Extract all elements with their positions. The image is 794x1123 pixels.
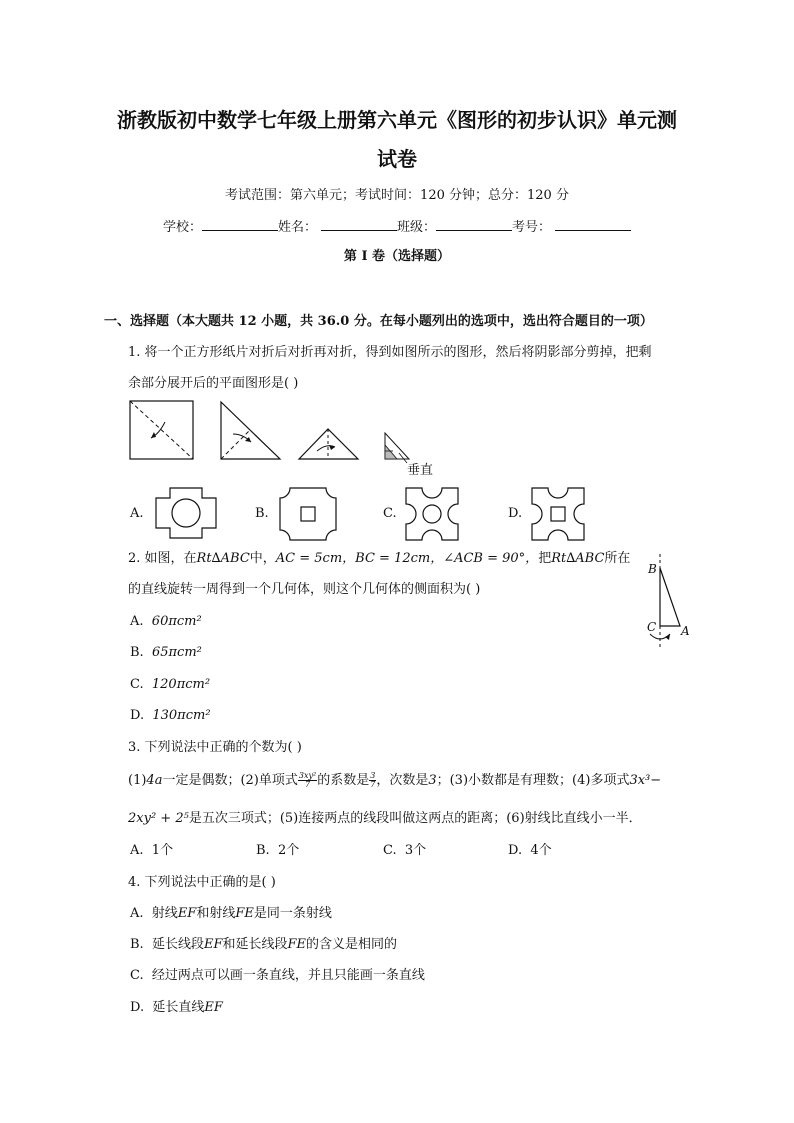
q3-option-d[interactable]: D. 4个 bbox=[508, 843, 552, 858]
class-label: 班级： bbox=[397, 220, 437, 235]
paper-title-line2: 试卷 bbox=[377, 147, 417, 171]
q2-option-d[interactable]: D. 130πcm² bbox=[130, 708, 211, 723]
q1-fold-triangle bbox=[219, 400, 283, 462]
q4-option-d[interactable]: D. 延长直线EF bbox=[130, 1000, 223, 1015]
q3-statement-line2: 2xy² + 2⁵是五次三项式；(5)连接两点的线段叫做这两点的距离；(6)射线比直线小一半． bbox=[128, 811, 642, 826]
q3-option-a[interactable]: A. 1个 bbox=[130, 843, 174, 858]
q4-option-b[interactable]: B. 延长线段EF和延长线段FE的含义是相同的 bbox=[130, 937, 398, 952]
q2-option-c[interactable]: C. 120πcm² bbox=[130, 677, 211, 692]
q1-option-c-letter: C. bbox=[383, 506, 397, 521]
class-blank[interactable] bbox=[436, 218, 512, 231]
paper-title-line1: 浙教版初中数学七年级上册第六单元《图形的初步认识》单元测 bbox=[117, 108, 677, 132]
q3-fraction-coefficient: $\frac{3}{7}$ bbox=[370, 771, 376, 789]
student-fields bbox=[163, 218, 631, 236]
name-blank[interactable] bbox=[321, 218, 397, 231]
q1-cut-triangle bbox=[383, 431, 413, 465]
q2-label-c: C bbox=[647, 620, 657, 634]
q4-option-a[interactable]: A. 射线EF和射线FE是同一条射线 bbox=[130, 906, 332, 921]
q3-fraction-monomial: $\frac{\text{3xy²}}{7}$ bbox=[298, 771, 317, 789]
q1-fold-small-triangle bbox=[297, 425, 361, 461]
q1-stem-line2: 余部分展开后的平面图形是( ) bbox=[128, 376, 299, 391]
q4-stem: 4. 下列说法中正确的是( ) bbox=[128, 875, 276, 890]
q2-stem-line2: 的直线旋转一周得到一个几何体，则这个几何体的侧面积为( ) bbox=[128, 582, 481, 597]
q1-stem-line1: 1. 将一个正方形纸片对折后对折再对折，得到如图所示的图形，然后将阴影部分剪掉，把剩 bbox=[128, 345, 652, 360]
school-blank[interactable] bbox=[202, 218, 278, 231]
q1-option-a-letter: A. bbox=[130, 506, 144, 521]
part1-heading: 一、选择题（本大题共 12 小题，共 36.0 分。在每小题列出的选项中，选出符合题目的一项） bbox=[104, 314, 653, 329]
q3-stem: 3. 下列说法中正确的个数为( ) bbox=[128, 740, 302, 755]
q1-option-c-shape[interactable] bbox=[404, 486, 460, 542]
q1-option-d-shape[interactable] bbox=[530, 486, 586, 542]
school-label: 学校： bbox=[163, 220, 203, 235]
q4-option-c[interactable]: C. 经过两点可以画一条直线，并且只能画一条直线 bbox=[130, 968, 425, 983]
q3-option-b[interactable]: B. 2个 bbox=[256, 843, 300, 858]
name-label: 姓名： bbox=[278, 220, 318, 235]
q2-option-b[interactable]: B. 65πcm² bbox=[130, 645, 202, 660]
q1-option-d-letter: D. bbox=[508, 506, 523, 521]
q2-label-a: A bbox=[681, 624, 690, 638]
number-blank[interactable] bbox=[555, 218, 631, 231]
exam-info: 考试范围：第六单元；考试时间：120 分钟；总分：120 分 bbox=[225, 188, 569, 203]
q1-option-b-shape[interactable] bbox=[278, 486, 338, 542]
q2-label-b: B bbox=[648, 562, 657, 576]
q2-stem-line1: 2. 如图，在Rt∆ABC中，AC = 5cm，BC = 12cm，∠ACB = 90°，把Rt∆ABC所在 bbox=[128, 551, 631, 566]
section-title: 第 I 卷（选择题） bbox=[343, 249, 451, 264]
q1-option-a-shape[interactable] bbox=[154, 486, 218, 540]
q3-statement-line1: (1)4a一定是偶数；(2)单项式 $\frac{\text{3xy²}}{7}$ 的系数是 $\frac{3}{7}$ ，次数是3；(3)小数都是有理数；(4)多项式3x³− bbox=[128, 771, 662, 789]
q2-option-a[interactable]: A. 60πcm² bbox=[130, 614, 202, 629]
number-label: 考号： bbox=[512, 220, 552, 235]
q3-option-c[interactable]: C. 3个 bbox=[383, 843, 427, 858]
q1-fold-square bbox=[129, 400, 195, 462]
q1-option-b-letter: B. bbox=[255, 506, 269, 521]
q1-vertical-label: 垂直 bbox=[407, 463, 434, 478]
